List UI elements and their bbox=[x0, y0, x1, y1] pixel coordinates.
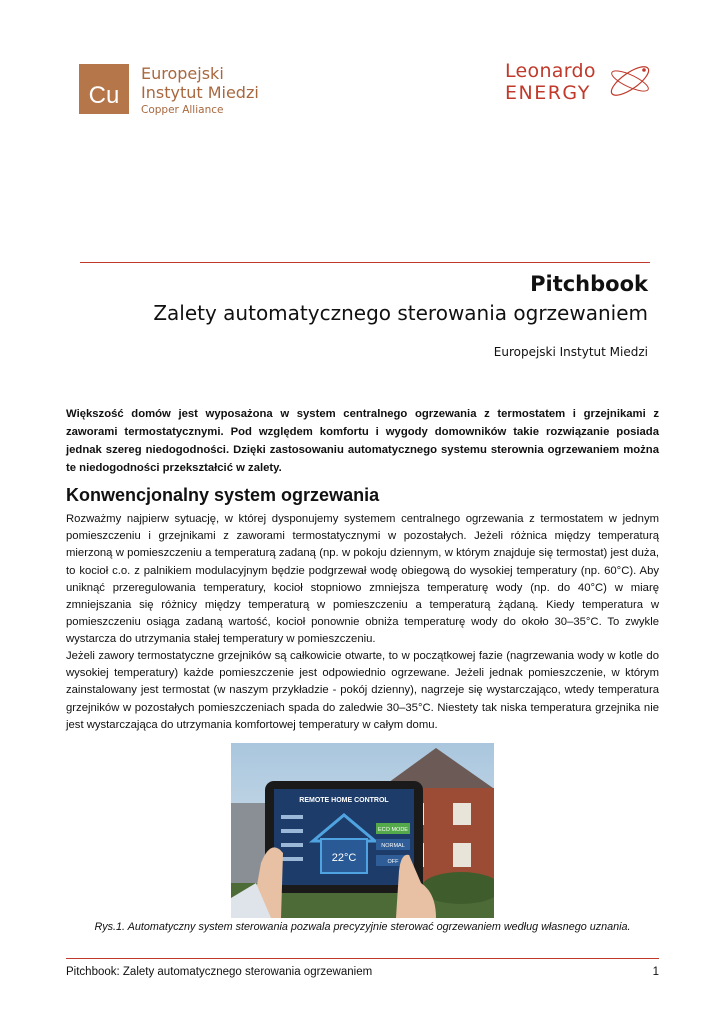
le-logo-line-1: Leonardo bbox=[505, 60, 596, 82]
figure-off-mode: OFF bbox=[387, 859, 399, 865]
eim-logo-name bbox=[141, 64, 259, 102]
footer-divider bbox=[66, 958, 659, 959]
le-logo-line-2: ENERGY bbox=[505, 82, 591, 104]
page-number: 1 bbox=[652, 966, 659, 978]
leonardo-energy-swirl-icon bbox=[600, 56, 658, 106]
section-heading: Konwencjonalny system ogrzewania bbox=[66, 485, 380, 505]
page-subtitle: Zalety automatycznego sterowania ogrzewaniem bbox=[153, 301, 648, 325]
figure-caption: Rys.1. Automatyczny system sterowania pozwala precyzyjnie sterować ogrzewaniem według własnego uznania. bbox=[94, 921, 631, 933]
intro-paragraph: Większość domów jest wyposażona w system centralnego ogrzewania z termostatem i grzejnikami z zaworami termostatycznymi. Pod względem komfortu i wygody domowników takie rozwiązanie posiada jednak szereg niedogodności. Dzięki zastosowaniu automatycznego systemu sterownia ogrzewaniem można te niedogodności przekształcić w zalety. bbox=[66, 408, 659, 474]
page-title: Pitchbook bbox=[530, 272, 648, 296]
eim-logo-tagline: Copper Alliance bbox=[141, 104, 224, 116]
eim-logo-line-1: Europejski bbox=[141, 64, 224, 83]
footer-title: Pitchbook: Zalety automatycznego sterowania ogrzewaniem bbox=[66, 966, 373, 978]
leonardo-energy-logo-name bbox=[505, 60, 596, 104]
cu-logo-box bbox=[79, 64, 129, 114]
eim-logo-line-2: Instytut Miedzi bbox=[141, 83, 259, 102]
body-paragraph-2: Jeżeli zawory termostatyczne grzejników są całkowicie otwarte, to w początkowej fazie (nagrzewania wody w kotle do wysokiej temperatury) każde pomieszczenie jest odpowiednio ogrzewane. Jeżeli jednak pomieszczenie, w którym zainstalowany jest termostat (w naszym przykładzie - pokój dzienny), nagrzeje się wystarczająco, wtedy temperatura grzejników w pozostałych pomieszczeniach spada do zaledwie 30–35°C. Niestety tak niska temperatura grzejnika nie jest wystarczająca do utrzymania komfortowej temperatury w całym domu. bbox=[66, 650, 659, 731]
figure-eco-mode: ECO MODE bbox=[378, 827, 408, 833]
figure-normal-mode: NORMAL bbox=[381, 843, 405, 849]
figure-photo bbox=[231, 743, 494, 918]
body-paragraph-1: Rozważmy najpierw sytuację, w której dysponujemy systemem centralnego ogrzewania z termostatem w jednym pomieszczeniu i grzejnikami z zaworami termostatycznymi w pozostałych. Jeżeli różnica między temperaturą mierzoną w pomieszczeniu a temperaturą zadaną (np. w pokoju dziennym, w którym znajduje się termostat) jest duża, to kocioł c.o. z palnikiem modulacyjnym będzie podgrzewał wodę obiegową do wysokiej temperatury (np. 60°C). Aby uniknąć przeregulowania temperatury, kocioł stopniowo zmniejsza temperaturę wody (np. do 40°C) w miarę zmniejszania się różnicy między temperaturą w pomieszczeniu a temperaturą żądaną. Kiedy temperatura w pomieszczeniu osiąga zadaną wartość, kocioł ponownie obniża temperaturę wody do około 30–35°C. To zwykle wystarcza do utrzymania stałej temperatury w pomieszczeniu. bbox=[66, 513, 659, 646]
figure-screen-title: REMOTE HOME CONTROL bbox=[299, 797, 389, 804]
cu-logo-text: Cu bbox=[88, 82, 120, 109]
author: Europejski Instytut Miedzi bbox=[493, 345, 648, 359]
title-divider bbox=[80, 262, 650, 263]
figure-temperature: 22°C bbox=[331, 852, 357, 864]
